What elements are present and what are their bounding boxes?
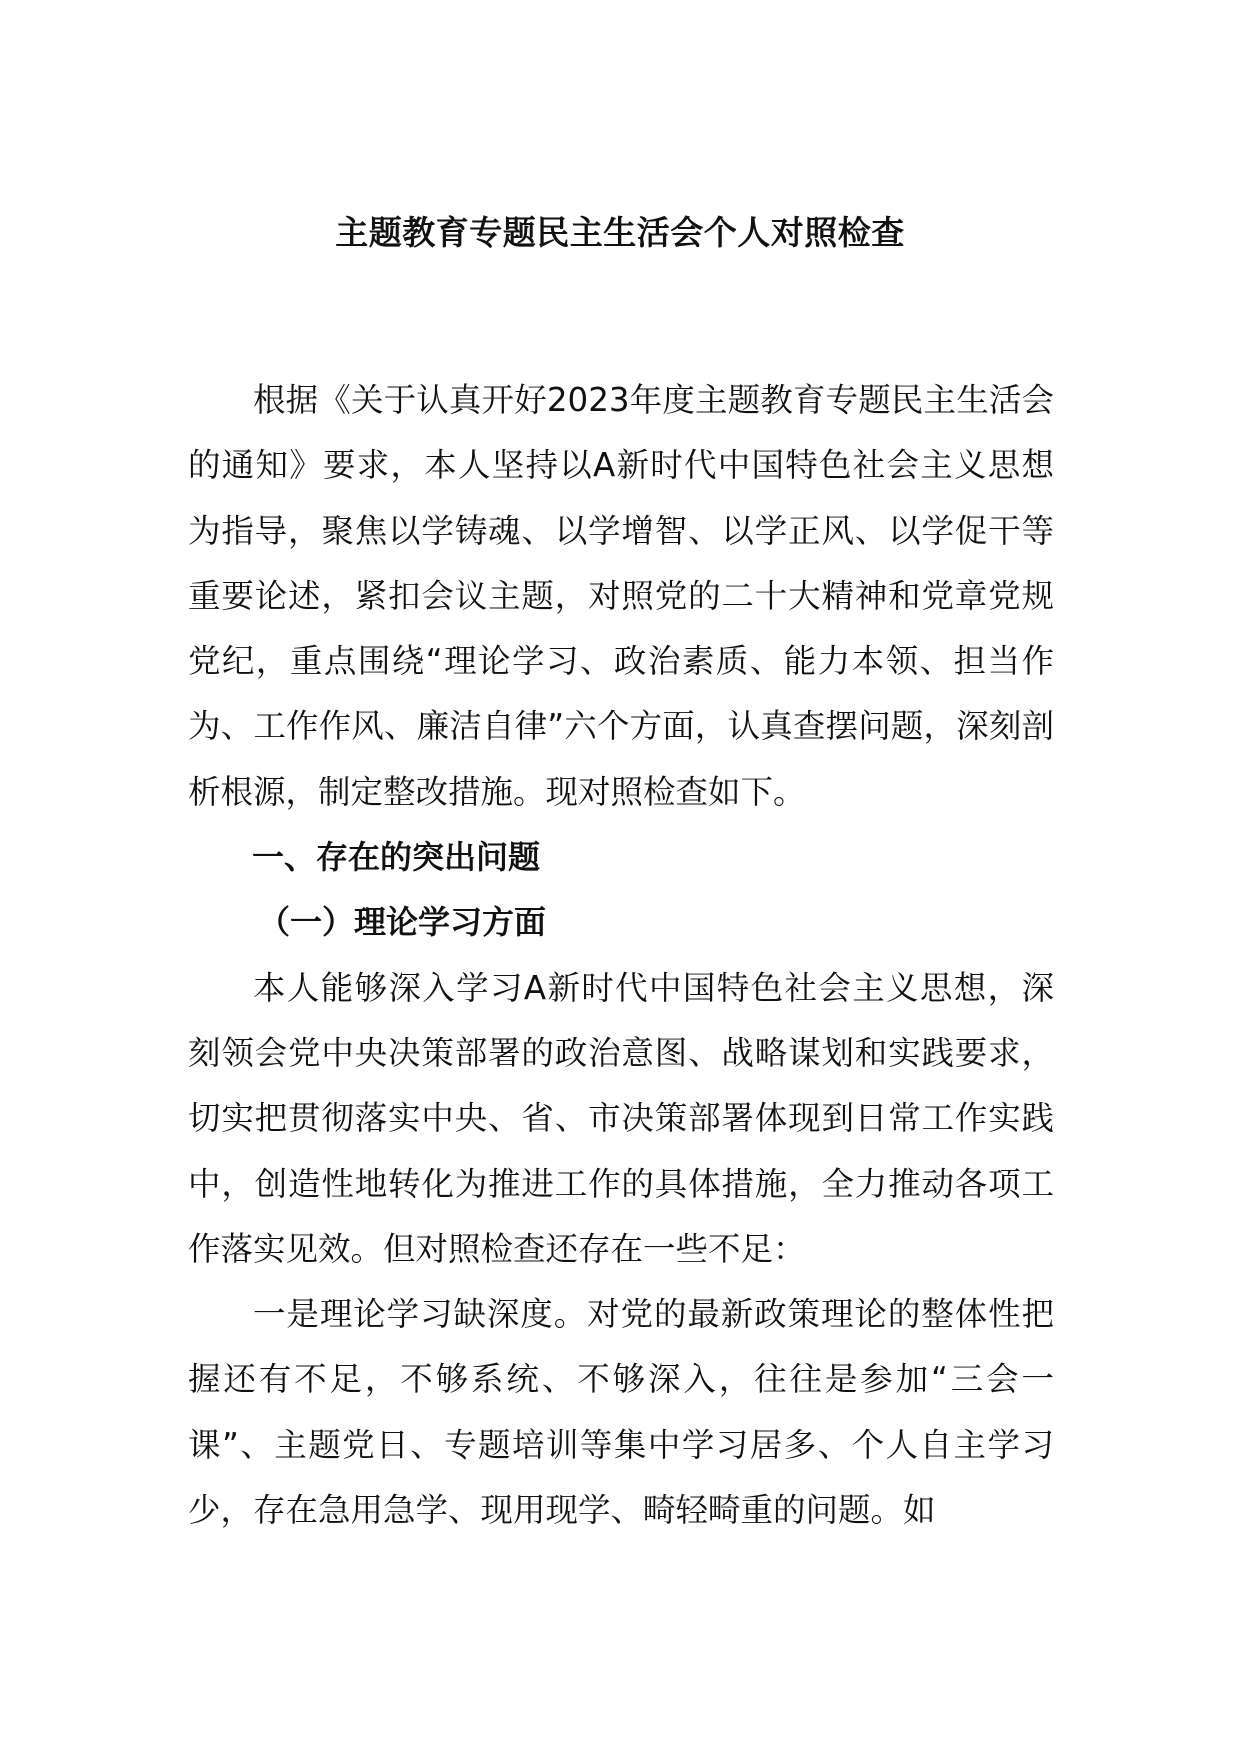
body-paragraph: 一是理论学习缺深度。对党的最新政策理论的整体性把握还有不足，不够系统、不够深入，往往是参加“三会一课”、主题党日、专题培训等集中学习居多、个人自主学习少，存在急用急学、现用现学、畸轻畸重的问题。如 <box>188 1295 1054 1530</box>
subsection-heading: （一）理论学习方面 <box>258 903 547 942</box>
document-title: 主题教育专题民主生活会个人对照检查 <box>335 213 905 252</box>
section-heading: 一、存在的突出问题 <box>252 838 541 877</box>
body-paragraph: 本人能够深入学习A新时代中国特色社会主义思想，深刻领会党中央决策部署的政治意图、战略谋划和实践要求，切实把贯彻落实中央、省、市决策部署体现到日常工作实践中，创造性地转化为推进工作的具体措施，全力推动各项工作落实见效。但对照检查还存在一些不足： <box>188 968 1054 1268</box>
intro-paragraph: 根据《关于认真开好2023年度主题教育专题民主生活会的通知》要求，本人坚持以A新时代中国特色社会主义思想为指导，聚焦以学铸魂、以学增智、以学正风、以学促干等重要论述，紧扣会议主题，对照党的二十大精神和党章党规党纪，重点围绕“理论学习、政治素质、能力本领、担当作为、工作作风、廉洁自律”六个方面，认真查摆问题，深刻剖析根源，制定整改措施。现对照检查如下。 <box>188 381 1054 811</box>
document-body <box>188 368 1054 1543</box>
